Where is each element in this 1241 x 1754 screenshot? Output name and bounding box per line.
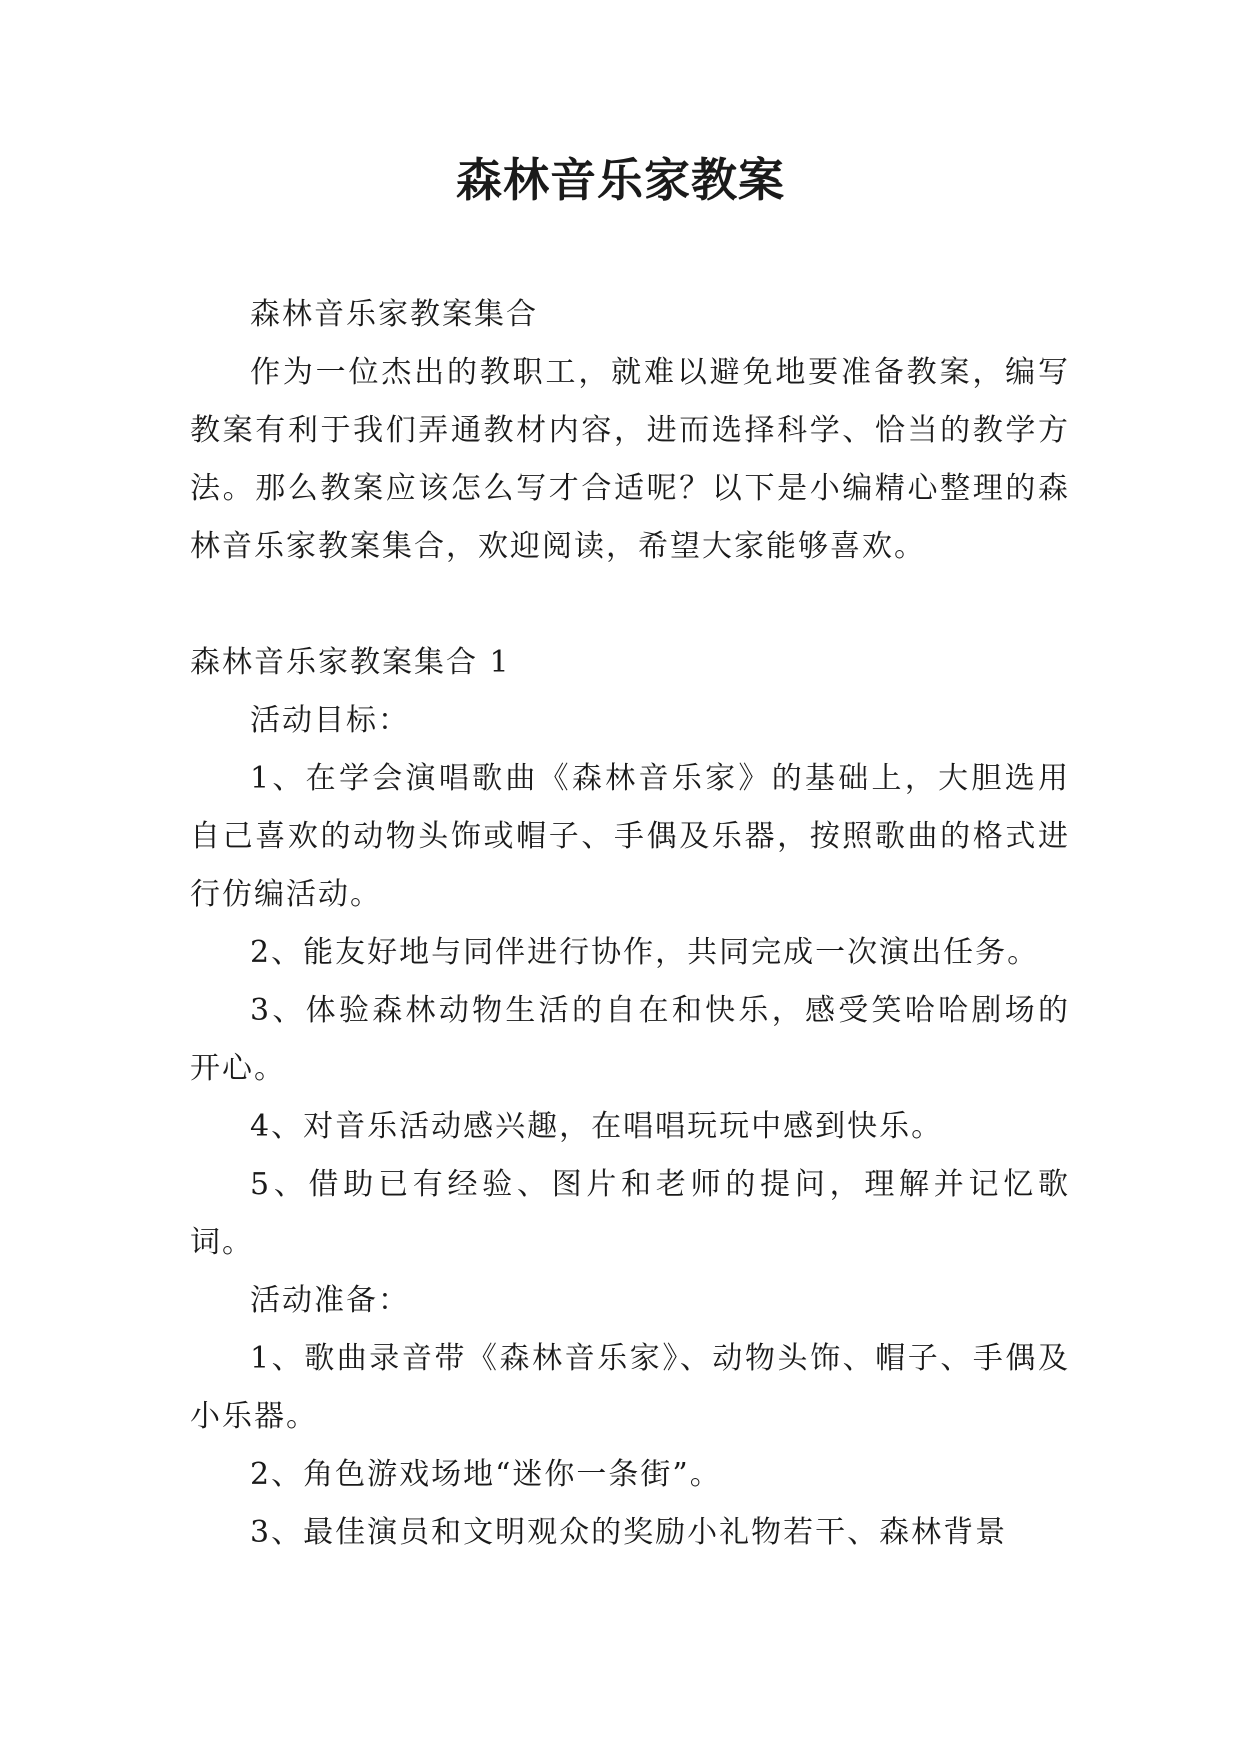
goal-item-2: 2、能友好地与同伴进行协作，共同完成一次演出任务。: [250, 935, 1040, 970]
prep-heading: 活动准备：: [250, 1283, 410, 1318]
document-body: [190, 286, 1070, 1562]
prep-item-1: 1、歌曲录音带《森林音乐家》、动物头饰、帽子、手偶及小乐器。: [190, 1341, 1070, 1434]
document-subtitle: 森林音乐家教案集合: [250, 297, 538, 332]
goals-heading: 活动目标：: [250, 703, 410, 738]
goal-item-5: 5、借助已有经验、图片和老师的提问，理解并记忆歌词。: [190, 1167, 1070, 1260]
goal-item-4: 4、对音乐活动感兴趣，在唱唱玩玩中感到快乐。: [250, 1109, 944, 1144]
goal-item-1: 1、在学会演唱歌曲《森林音乐家》的基础上，大胆选用自己喜欢的动物头饰或帽子、手偶及乐器，按照歌曲的格式进行仿编活动。: [190, 761, 1070, 912]
section-heading: 森林音乐家教案集合 1: [190, 645, 511, 680]
document-title: 森林音乐家教案: [456, 153, 785, 207]
prep-item-2: 2、角色游戏场地“迷你一条街”。: [250, 1457, 722, 1492]
goal-item-3: 3、体验森林动物生活的自在和快乐，感受笑哈哈剧场的开心。: [190, 993, 1070, 1086]
prep-item-3: 3、最佳演员和文明观众的奖励小礼物若干、森林背景: [250, 1515, 1008, 1550]
intro-paragraph: 作为一位杰出的教职工，就难以避免地要准备教案，编写教案有利于我们弄通教材内容，进而选择科学、恰当的教学方法。那么教案应该怎么写才合适呢？以下是小编精心整理的森林音乐家教案集合，欢迎阅读，希望大家能够喜欢。: [190, 355, 1070, 564]
